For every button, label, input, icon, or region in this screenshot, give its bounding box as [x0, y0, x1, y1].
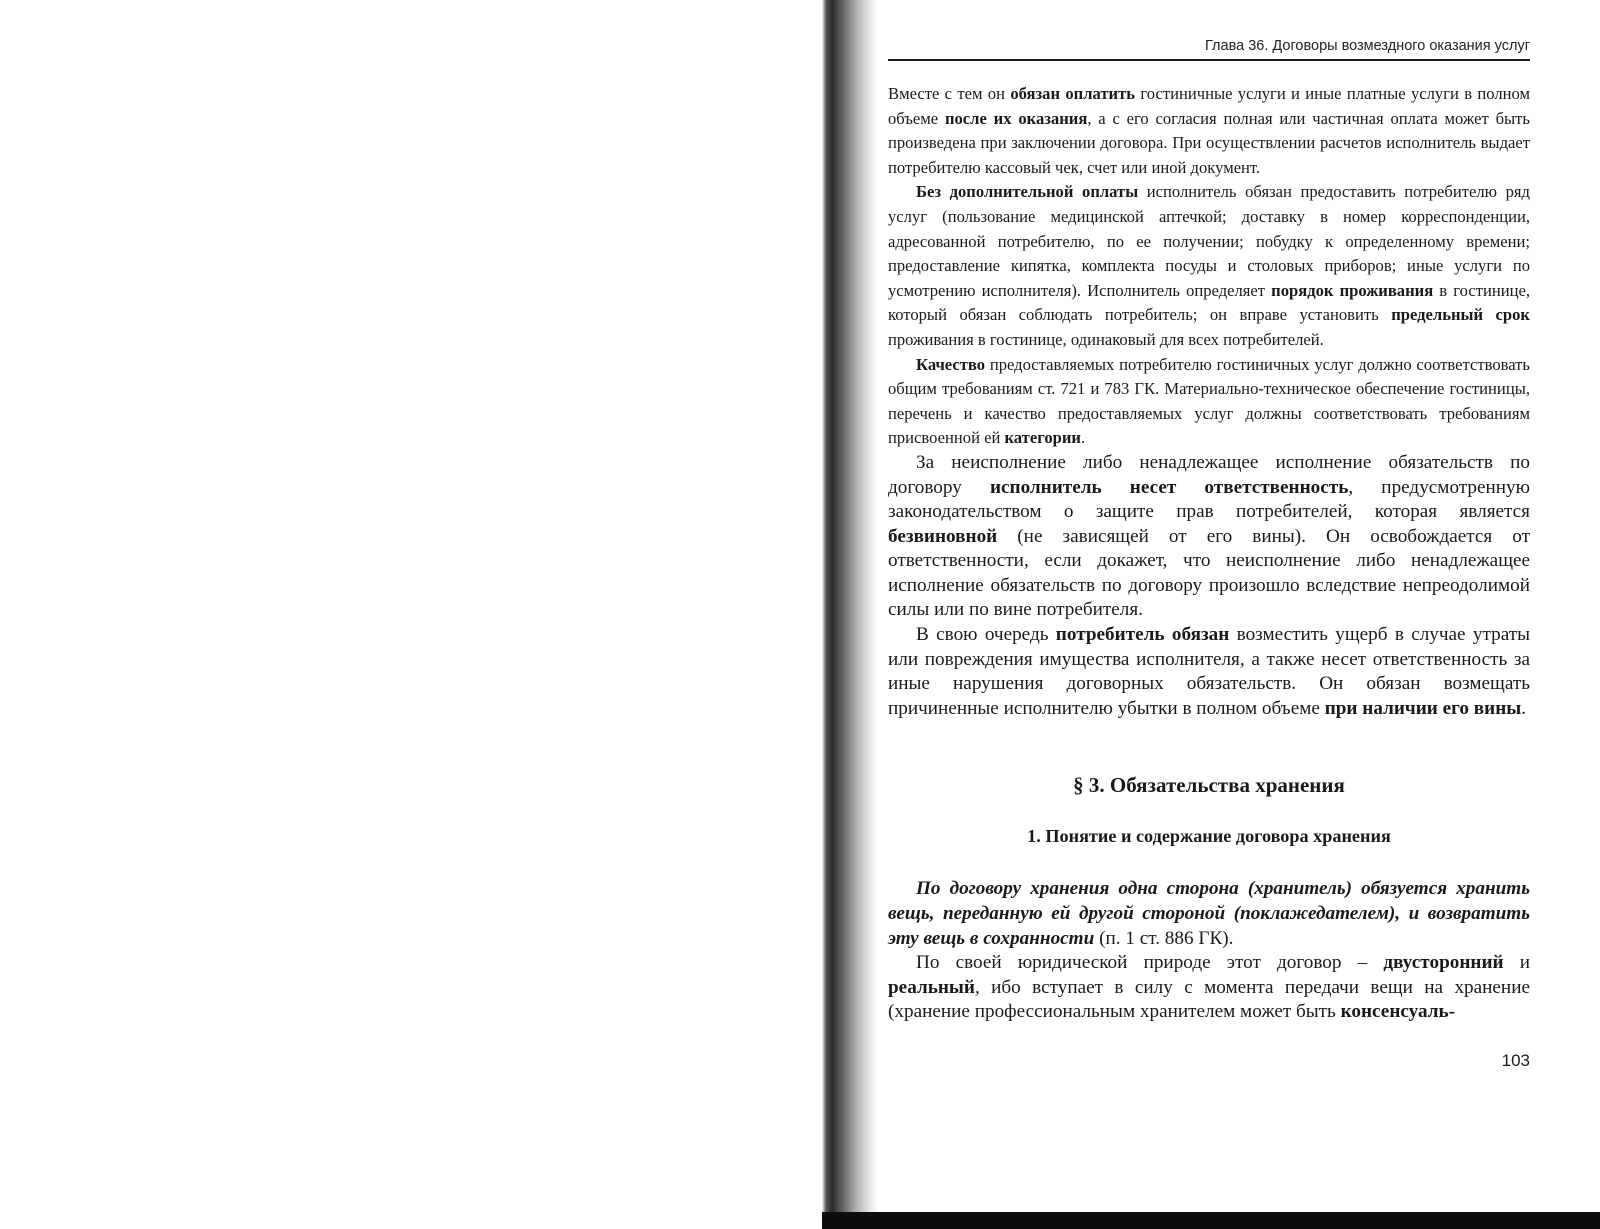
text-run: в гостинице, который обязан соблюдать потребитель; он вправе установить [888, 280, 1530, 325]
text-run: По своей юридической природе этот договор – [916, 952, 1384, 974]
text-run: и [1503, 952, 1530, 974]
text-run: возместить ущерб в случае утраты или повреждения имущества исполнителя, а также несет ответственность за иные нарушения договорных обязательств. Он обязан возмещать причиненные исполнителю убытки в полном объеме [888, 624, 1531, 719]
paragraph-definition [888, 877, 1530, 951]
book-gutter-shadow [822, 0, 878, 1229]
text-run: проживания в гостинице, одинаковый для всех потребителей. [888, 329, 1324, 349]
text-run: (п. 1 ст. 886 ГК). [1094, 927, 1234, 949]
text-run: гостиничные услуги и иные платные услуги в полном объеме [888, 84, 1530, 128]
page-number: 103 [1501, 1051, 1530, 1070]
bold-term: порядок проживания [1271, 280, 1434, 300]
text-run: , предусмотренную законодательством о защите прав потребителей, которая является [888, 476, 1530, 523]
bold-term: предельный срок [1391, 305, 1530, 325]
bold-term: консенсуаль- [1340, 1001, 1456, 1023]
paragraph-free-services [888, 180, 1530, 352]
bold-term: после их оказания [944, 108, 1088, 128]
scan-bottom-edge [822, 1212, 1600, 1229]
text-run: Вместе с тем он [888, 84, 1011, 103]
text-run: В свою очередь [916, 624, 1056, 646]
bold-term: безвиновной [888, 525, 998, 547]
bold-term: обязан оплатить [1010, 84, 1136, 103]
text-run: исполнитель обязан предоставить потребителю ряд услуг (пользование медицинской аптечкой; доставку в номер корреспонденции, адресованной потребителю, по ее получении; побудку к определенному времени; предоставление кипятка, комплекта посуды и столовых приборов; иные услуги по усмотрению исполнителя). Исполнитель определяет [888, 182, 1530, 300]
text-run: , а с его согласия полная или частичная оплата может быть произведена при заключении договора. При осуществлении расчетов исполнитель выдает потребителю кассовый чек, счет или иной документ. [888, 108, 1530, 177]
paragraph-quality [888, 353, 1530, 451]
bold-term: Без дополнительной оплаты [916, 182, 1139, 202]
paragraph-legal-nature [888, 951, 1530, 1025]
bold-term: исполнитель несет ответственность [989, 476, 1349, 498]
bold-term: двусторонний [1383, 952, 1504, 974]
text-run: За неисполнение либо ненадлежащее исполнение обязательств по договору [888, 451, 1530, 498]
book-page [888, 38, 1530, 1071]
bold-term: потребитель обязан [1055, 624, 1230, 646]
bold-term: Качество [916, 354, 986, 374]
subsection-heading: 1. Понятие и содержание договора хранения [1027, 826, 1391, 847]
section-heading: § 3. Обязательства хранения [1073, 773, 1345, 798]
bold-term: реальный [888, 976, 975, 998]
text-run: . [1080, 428, 1086, 448]
page-body [888, 82, 1530, 1025]
bold-term: категории [1004, 428, 1081, 448]
paragraph-liability [888, 451, 1530, 623]
text-run: . [1521, 697, 1527, 719]
bold-term: при наличии его вины [1324, 697, 1522, 719]
running-head: Глава 36. Договоры возмездного оказания услуг [888, 38, 1530, 61]
paragraph-payment [888, 82, 1530, 180]
text-run: предоставляемых потребителю гостиничных услуг должно соответствовать общим требованиям ст. 721 и 783 ГК. Материально-техническое обеспечение гостиницы, перечень и качество предоставляемых услуг должны соответствовать требованиям присвоенной ей [888, 354, 1530, 448]
text-run: (не зависящей от его вины). Он освобождается от ответственности, если докажет, что неисполнение либо ненадлежащее исполнение обязательств по договору произошло вследствие непреодолимой силы или по вине потребителя. [888, 525, 1530, 621]
text-run: , ибо вступает в силу с момента передачи вещи на хранение (хранение профессиональным хранителем может быть [888, 976, 1530, 1023]
bold-italic-definition: По договору хранения одна сторона (хранитель) обязуется хранить вещь, переданную ей другой стороной (поклажедателем), и возвратить эту вещь в сохранности [888, 878, 1530, 949]
paragraph-consumer-duty [888, 623, 1530, 721]
